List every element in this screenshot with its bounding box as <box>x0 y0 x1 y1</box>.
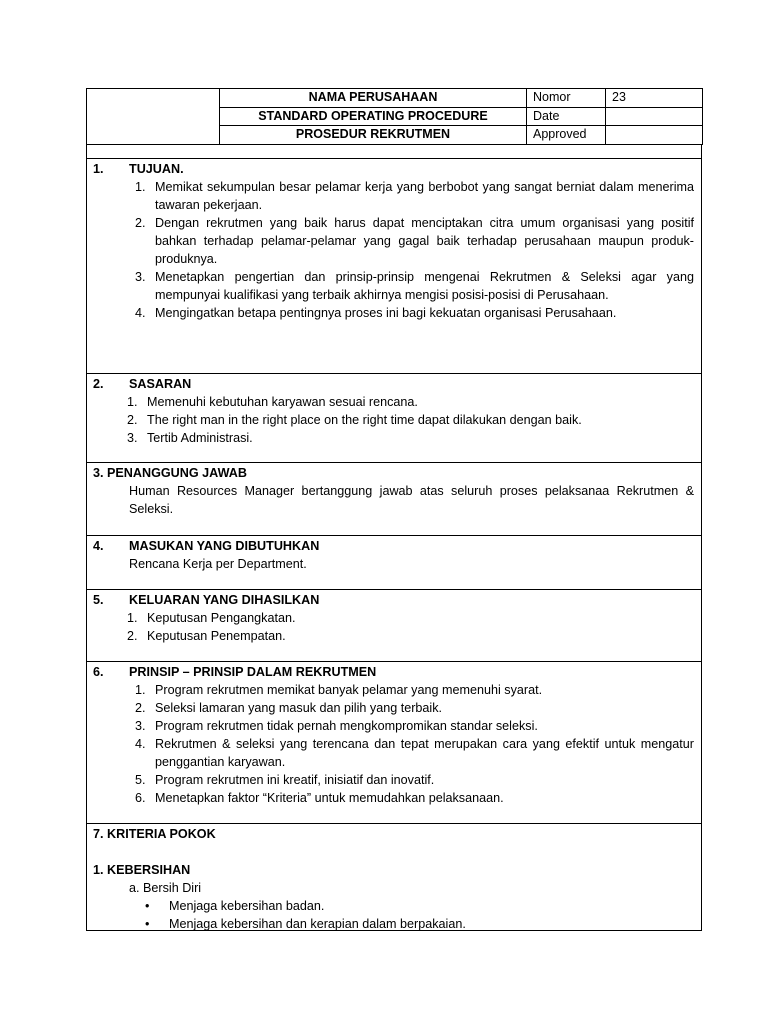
list-item: 2. Keputusan Penempatan. <box>127 628 286 643</box>
company-name: NAMA PERUSAHAAN <box>220 89 527 108</box>
list-item: 1. Program rekrutmen memikat banyak pelamar yang memenuhi syarat. <box>135 682 543 697</box>
section-masukan <box>86 536 702 590</box>
section-text: Human Resources Manager bertanggung jawab atas seluruh proses pelaksanaa Rekrutmen & Seleksi. <box>129 483 694 516</box>
header-spacer <box>86 145 702 159</box>
section-title: MASUKAN YANG DIBUTUHKAN <box>129 538 320 553</box>
section-title: 7. KRITERIA POKOK <box>93 826 216 841</box>
list-item: 2. Dengan rekrutmen yang baik harus dapat menciptakan citra umum organisasi yang positif bahkan terhadap pelamar-pelamar yang gagal baik terhadap perusahaan maupun produk-produknya. <box>135 215 694 266</box>
section-number: 6. <box>93 664 104 679</box>
bullet-item: • Menjaga kebersihan badan. <box>93 897 694 915</box>
section-kriteria <box>86 824 702 931</box>
section-number: 1. <box>93 161 104 176</box>
section-tujuan <box>86 159 702 374</box>
list-item: 5. Program rekrutmen ini kreatif, inisiatif dan inovatif. <box>135 772 435 787</box>
list-item: 2. The right man in the right place on the right time dapat dilakukan dengan baik. <box>127 412 582 427</box>
list-item: 1. Memenuhi kebutuhan karyawan sesuai rencana. <box>127 394 418 409</box>
list-item: 4. Mengingatkan betapa pentingnya proses ini bagi kekuatan organisasi Perusahaan. <box>135 305 617 320</box>
list-item: 3. Tertib Administrasi. <box>127 430 253 445</box>
list-item: 6. Menetapkan faktor “Kriteria” untuk memudahkan pelaksanaan. <box>135 790 504 805</box>
nomor-value: 23 <box>606 89 703 108</box>
date-label: Date <box>527 107 606 126</box>
approved-value <box>606 126 703 145</box>
section-text: Rencana Kerja per Department. <box>129 556 307 571</box>
sop-document <box>86 88 702 931</box>
section-title: TUJUAN. <box>129 161 184 176</box>
nomor-label: Nomor <box>527 89 606 108</box>
section-title: SASARAN <box>129 376 192 391</box>
section-prinsip <box>86 662 702 824</box>
list-item: 1. Keputusan Pengangkatan. <box>127 610 296 625</box>
procedure-title: PROSEDUR REKRUTMEN <box>220 126 527 145</box>
section-number: 4. <box>93 538 104 553</box>
section-sasaran <box>86 374 702 463</box>
list-item: 2. Seleksi lamaran yang masuk dan pilih yang terbaik. <box>135 700 443 715</box>
bullet-item: • Menjaga kebersihan dan kerapian dalam berpakaian. <box>93 915 694 933</box>
section-keluaran <box>86 590 702 662</box>
date-value <box>606 107 703 126</box>
section-number: 5. <box>93 592 104 607</box>
subsection-title: 1. KEBERSIHAN <box>93 862 191 877</box>
sop-title: STANDARD OPERATING PROCEDURE <box>220 107 527 126</box>
bullet-icon: • <box>145 898 150 913</box>
section-number: 2. <box>93 376 104 391</box>
section-title: PRINSIP – PRINSIP DALAM REKRUTMEN <box>129 664 377 679</box>
list-item: 1. Memikat sekumpulan besar pelamar kerja yang berbobot yang sangat berniat dalam menerima tawaran pekerjaan. <box>135 179 694 212</box>
subsection-item: a. Bersih Diri <box>129 880 202 895</box>
bullet-icon: • <box>145 916 150 931</box>
section-title: 3. PENANGGUNG JAWAB <box>93 465 247 480</box>
approved-label: Approved <box>527 126 606 145</box>
list-item: 3. Program rekrutmen tidak pernah mengkompromikan standar seleksi. <box>135 718 538 733</box>
section-penanggung-jawab <box>86 463 702 536</box>
list-item: 4. Rekrutmen & seleksi yang terencana dan tepat merupakan cara yang efektif untuk mengatur penggantian karyawan. <box>135 736 694 769</box>
section-title: KELUARAN YANG DIHASILKAN <box>129 592 320 607</box>
list-item: 3. Menetapkan pengertian dan prinsip-prinsip mengenai Rekrutmen & Seleksi agar yang mempunyai kualifikasi yang terbaik akhirnya mengisi posisi-posisi di Perusahaan. <box>135 269 694 302</box>
header-table <box>86 88 703 145</box>
logo-cell <box>87 89 220 145</box>
